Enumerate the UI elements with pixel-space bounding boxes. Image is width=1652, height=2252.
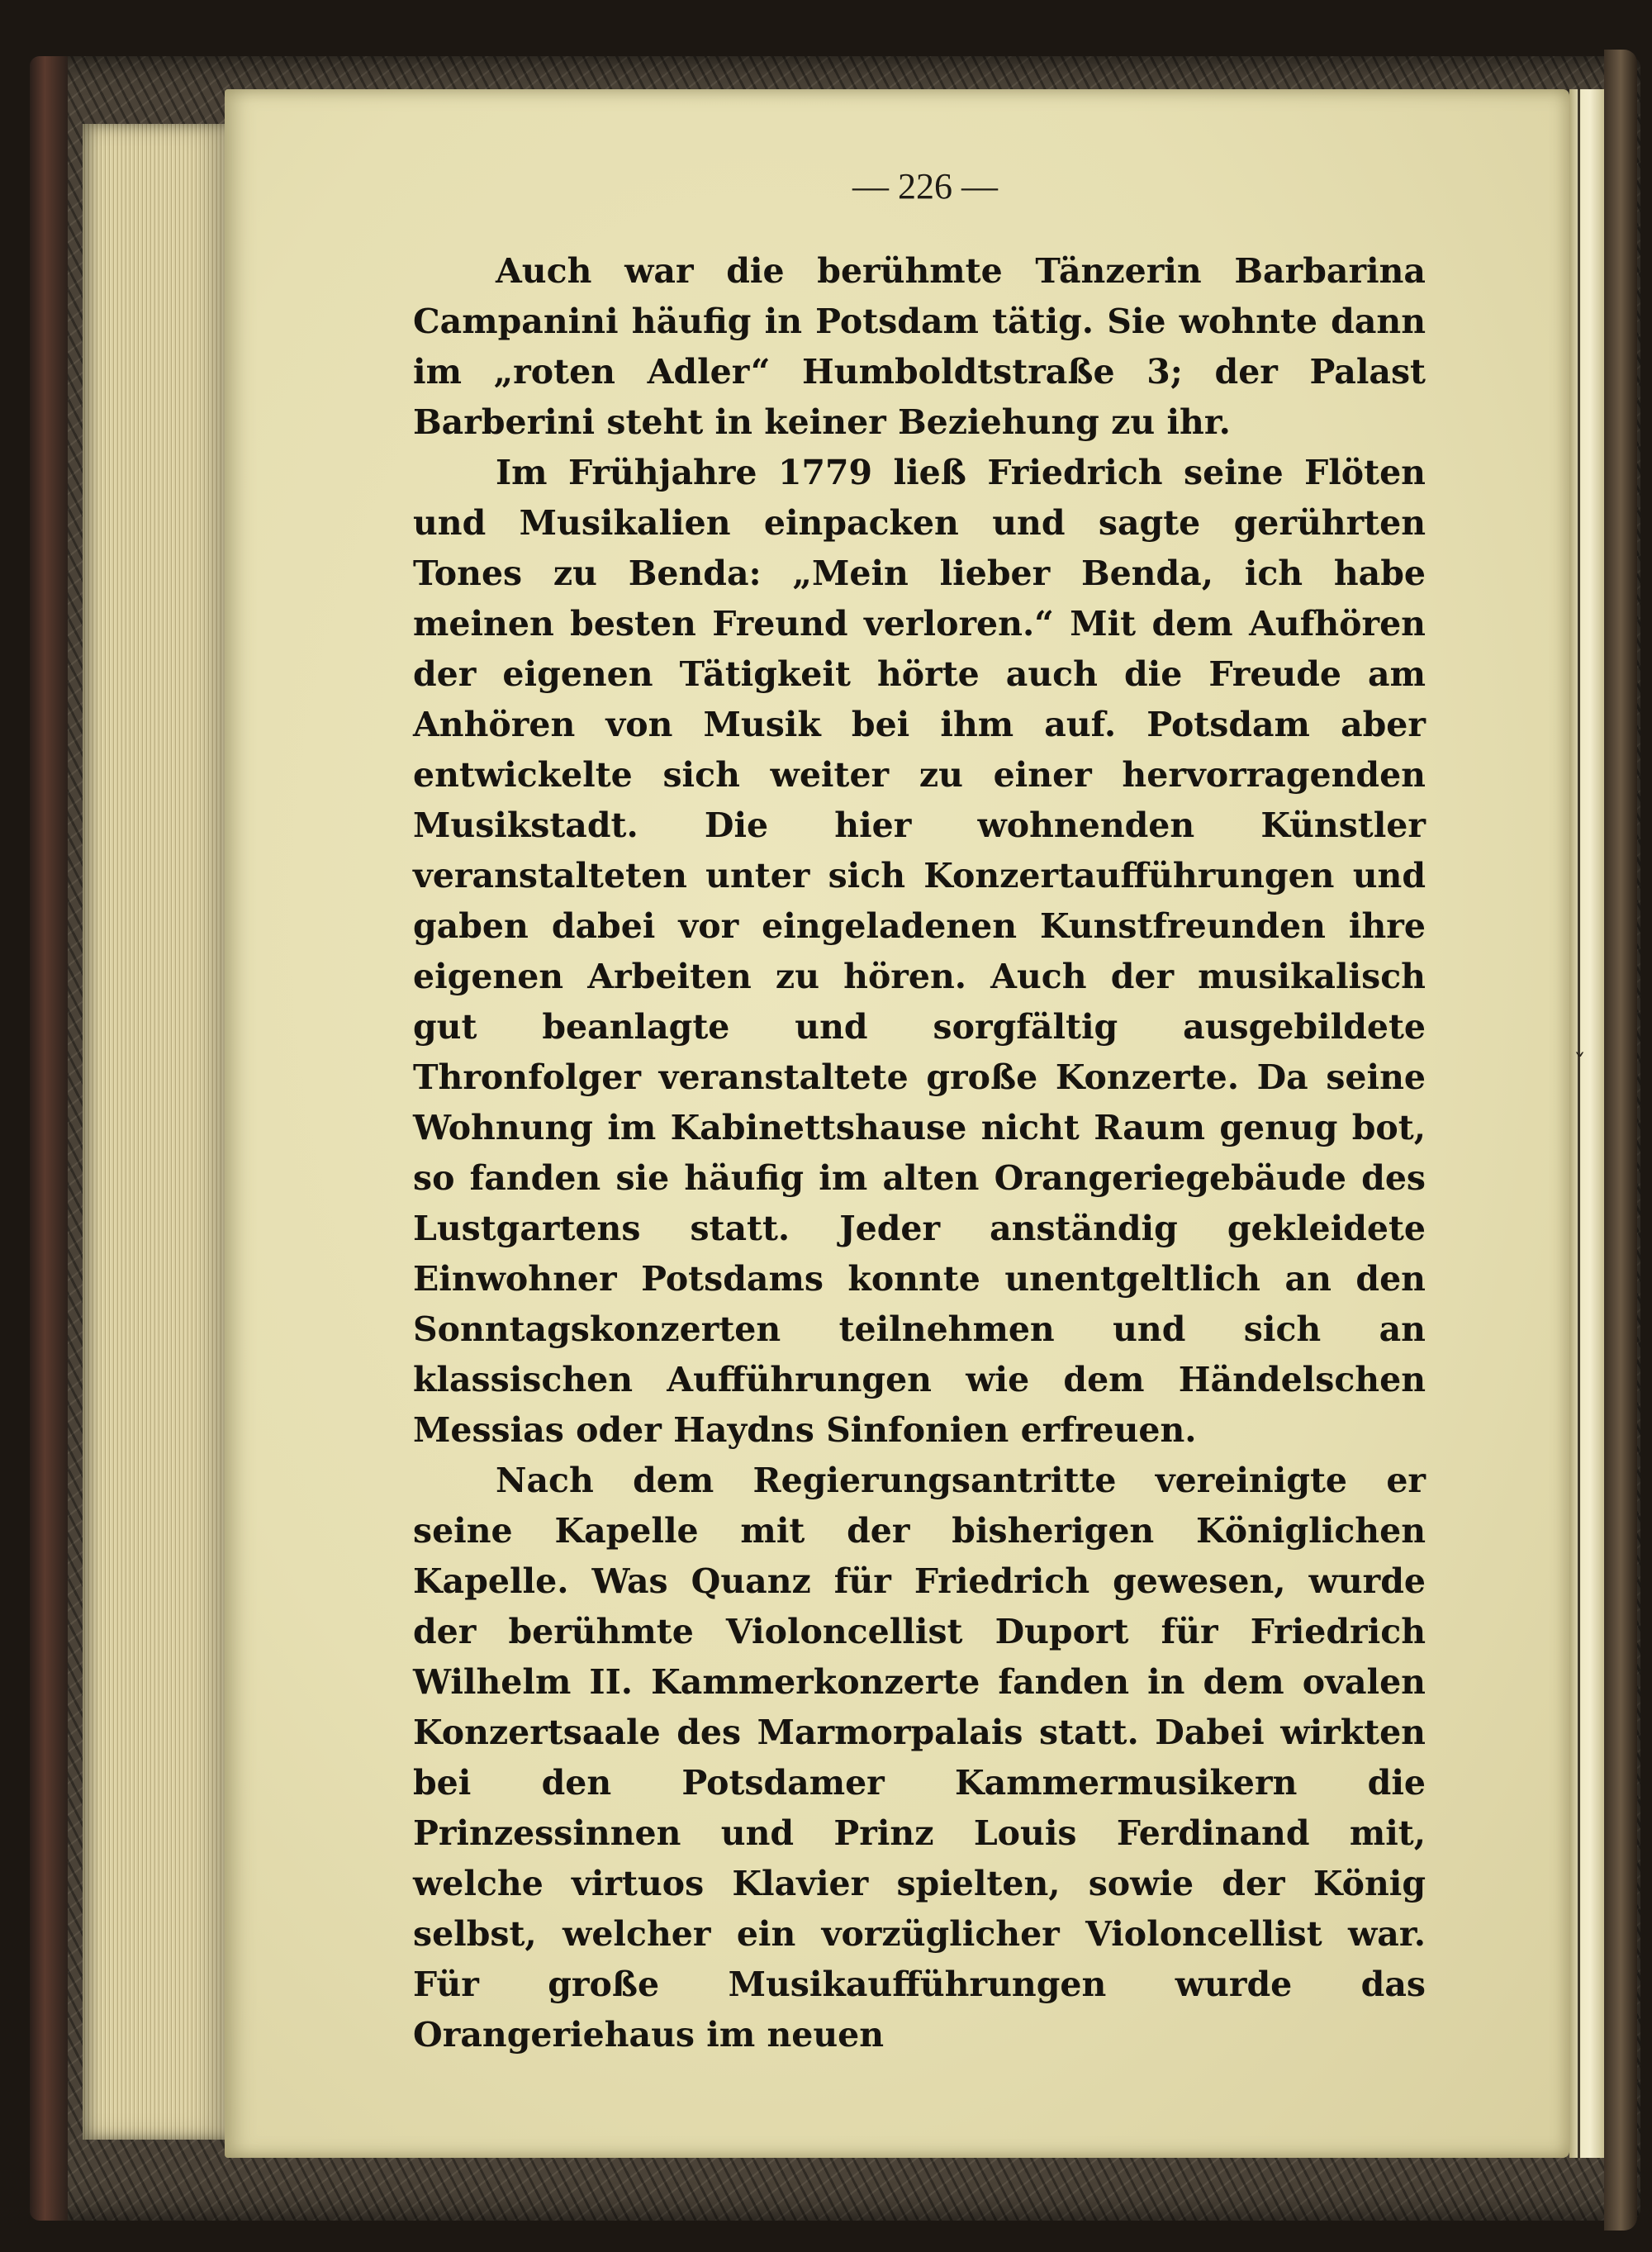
paragraph: Nach dem Regierungsantritte vereinigte er seine Kapelle mit der bisherigen Königlichen Kapelle. Was Quanz für Friedrich gewesen, wurde der berühmte Violoncellist Duport für Friedrich Wilhelm II. Kammerkonzerte fanden in dem ovalen Konzertsaale des Marmorpalais statt. Dabei wirkten bei den Potsdamer Kammermusikern die Prinzessinnen und Prinz Louis Ferdinand mit, welche virtuos Klavier spielten, sowie der König selbst, welcher ein vorzüglicher Violoncellist war. Für große Musikaufführungen wurde das Orangeriehaus im neuen — [413, 1461, 1426, 2055]
page-gutter — [1569, 89, 1604, 2158]
paragraph: Auch war die berühmte Tänzerin Barbarina Campanini häufig in Potsdam tätig. Sie wohnte dann im „roten Adler“ Humboldtstraße 3; der Palast Barberini steht in keiner Beziehung zu ihr. — [413, 251, 1426, 442]
page-number: — 226 — — [852, 166, 998, 207]
paragraph: Im Frühjahre 1779 ließ Friedrich seine Flöten und Musikalien einpacken und sagte gerührten Tones zu Benda: „Mein lieber Benda, ich habe meinen besten Freund verloren.“ Mit dem Aufhören der eigenen Tätigkeit hörte auch die Freude am Anhören von Musik bei ihm auf. Potsdam aber entwickelte sich weiter zu einer hervorragenden Musikstadt. Die hier wohnenden Künstler veranstalteten unter sich Konzertaufführungen und gaben dabei vor eingeladenen Kunstfreunden ihre eigenen Arbeiten zu hören. Auch der musikalisch gut beanlagte und sorgfältig ausgebildete Thronfolger veranstaltete große Konzerte. Da seine Wohnung im Kabinettshause nicht Raum genug bot, so fanden sie häufig im alten Orangeriegebäude des Lustgartens statt. Jeder anständig gekleidete Einwohner Potsdams konnte unentgeltlich an den Sonntagskonzerten teilnehmen und sich an klassischen Aufführungen wie dem Händelschen Messias oder Haydns Sinfonien erfreuen. — [413, 453, 1426, 1450]
body-text — [413, 246, 1426, 2060]
gutter-line — [1578, 89, 1580, 2158]
cover-edge — [30, 56, 68, 2221]
ink-mark: ˯ — [1574, 1029, 1586, 1057]
page-edges — [83, 124, 231, 2140]
spine-edge — [1604, 50, 1637, 2231]
